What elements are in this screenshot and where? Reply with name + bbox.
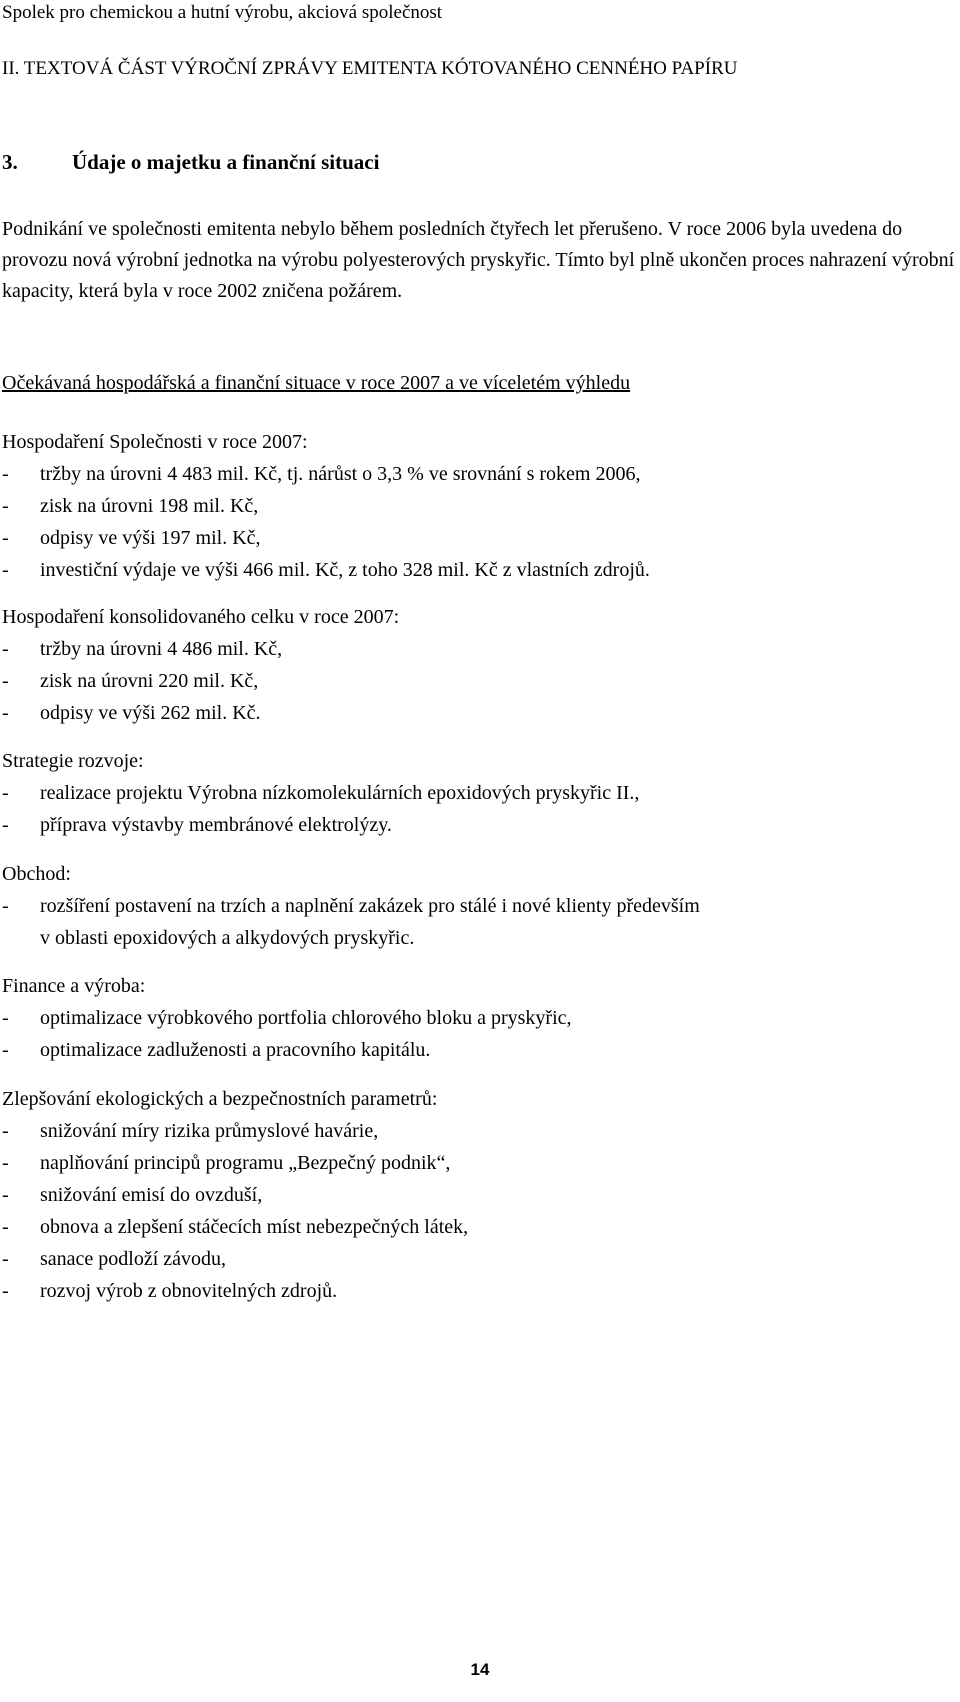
bullet-dash: - (2, 814, 9, 836)
list-item-text: rozvoj výrob z obnovitelných zdrojů. (40, 1280, 338, 1302)
list-item (2, 458, 650, 490)
bullet-dash: - (2, 1120, 9, 1142)
bullet-dash: - (2, 1184, 9, 1206)
list-item (2, 1115, 468, 1147)
page-number: 14 (470, 1660, 490, 1679)
list-item-continuation: v oblasti epoxidových a alkydových pryskyřic. (40, 927, 415, 949)
list-item-text: odpisy ve výši 197 mil. Kč, (40, 527, 261, 549)
list-item-text: zisk na úrovni 198 mil. Kč, (40, 495, 259, 517)
bullet-dash: - (2, 1039, 9, 1061)
block-title: Obchod: (2, 863, 71, 885)
list-item (2, 522, 650, 554)
list-item (2, 1275, 468, 1307)
list-item-text: snižování emisí do ovzduší, (40, 1184, 263, 1206)
list-item-text: rozšíření postavení na trzích a naplnění zakázek pro stálé i nové klienty především (40, 895, 700, 917)
block-title: Zlepšování ekologických a bezpečnostních parametrů: (2, 1088, 438, 1110)
bullet-dash: - (2, 495, 9, 517)
outlook-subheading: Očekávaná hospodářská a finanční situace v roce 2007 a ve víceletém výhledu (2, 372, 631, 394)
bullet-dash: - (2, 638, 9, 660)
bullet-dash: - (2, 702, 9, 724)
list-item (2, 1034, 572, 1066)
intro-paragraph: Podnikání ve společnosti emitenta nebylo během posledních čtyřech let přerušeno. V roce 2006 byla uvedena do provozu nová výrobní jednotka na výrobu polyesterových pryskyřic. Tímto byl plně ukončen proces nahrazení výrobní kapacity, která byla v roce 2002 zničena požárem. (2, 218, 955, 302)
list-item (2, 633, 399, 665)
list-item (2, 697, 399, 729)
bullet-dash: - (2, 1280, 9, 1302)
section-title: Údaje o majetku a finanční situaci (72, 150, 380, 174)
list-item (2, 1002, 572, 1034)
list-item-text: příprava výstavby membránové elektrolýzy. (40, 814, 392, 836)
list-item (2, 554, 650, 586)
block-title: Hospodaření Společnosti v roce 2007: (2, 431, 308, 453)
list-item (2, 1147, 468, 1179)
group-results-block (2, 602, 399, 729)
list-item-text: odpisy ve výši 262 mil. Kč. (40, 702, 261, 724)
list-item-text: investiční výdaje ve výši 466 mil. Kč, z toho 328 mil. Kč z vlastních zdrojů. (40, 559, 650, 581)
part-title: II. TEXTOVÁ ČÁST VÝROČNÍ ZPRÁVY EMITENTA KÓTOVANÉHO CENNÉHO PAPÍRU (2, 58, 738, 79)
list-item (2, 1179, 468, 1211)
list-item (2, 777, 639, 809)
company-results-block (2, 427, 650, 586)
list-item-text: zisk na úrovni 220 mil. Kč, (40, 670, 259, 692)
bullet-dash: - (2, 1007, 9, 1029)
list-item (2, 1243, 468, 1275)
list-item (2, 890, 700, 922)
block-title: Finance a výroba: (2, 975, 146, 997)
strategy-block (2, 746, 639, 841)
bullet-dash: - (2, 463, 9, 485)
bullet-dash: - (2, 670, 9, 692)
section-number: 3. (2, 150, 18, 174)
list-item-text: obnova a zlepšení stáčecích míst nebezpečných látek, (40, 1216, 469, 1238)
bullet-dash: - (2, 527, 9, 549)
list-item-text: sanace podloží závodu, (40, 1248, 227, 1270)
bullet-dash: - (2, 895, 9, 917)
list-item-text: optimalizace výrobkového portfolia chlorového bloku a pryskyřic, (40, 1007, 572, 1029)
bullet-dash: - (2, 1152, 9, 1174)
bullet-dash: - (2, 559, 9, 581)
company-header: Spolek pro chemickou a hutní výrobu, akciová společnost (2, 2, 443, 23)
list-item-text: realizace projektu Výrobna nízkomolekulárních epoxidových pryskyřic II., (40, 782, 640, 804)
bullet-dash: - (2, 1248, 9, 1270)
list-item (2, 809, 639, 841)
trade-block (2, 859, 700, 954)
list-item-text: tržby na úrovni 4 486 mil. Kč, (40, 638, 283, 660)
bullet-dash: - (2, 1216, 9, 1238)
list-item-text: naplňování principů programu „Bezpečný podnik“, (40, 1152, 451, 1174)
list-item-text: optimalizace zadluženosti a pracovního kapitálu. (40, 1039, 431, 1061)
list-item (2, 490, 650, 522)
list-item (2, 1211, 468, 1243)
bullet-dash: - (2, 782, 9, 804)
ecology-block (2, 1084, 468, 1307)
section-heading (2, 150, 379, 175)
finance-block (2, 971, 572, 1066)
list-item (2, 665, 399, 697)
list-item-text: tržby na úrovni 4 483 mil. Kč, tj. nárůst o 3,3 % ve srovnání s rokem 2006, (40, 463, 641, 485)
block-title: Strategie rozvoje: (2, 750, 144, 772)
list-item-text: snižování míry rizika průmyslové havárie, (40, 1120, 379, 1142)
block-title: Hospodaření konsolidovaného celku v roce 2007: (2, 606, 400, 628)
